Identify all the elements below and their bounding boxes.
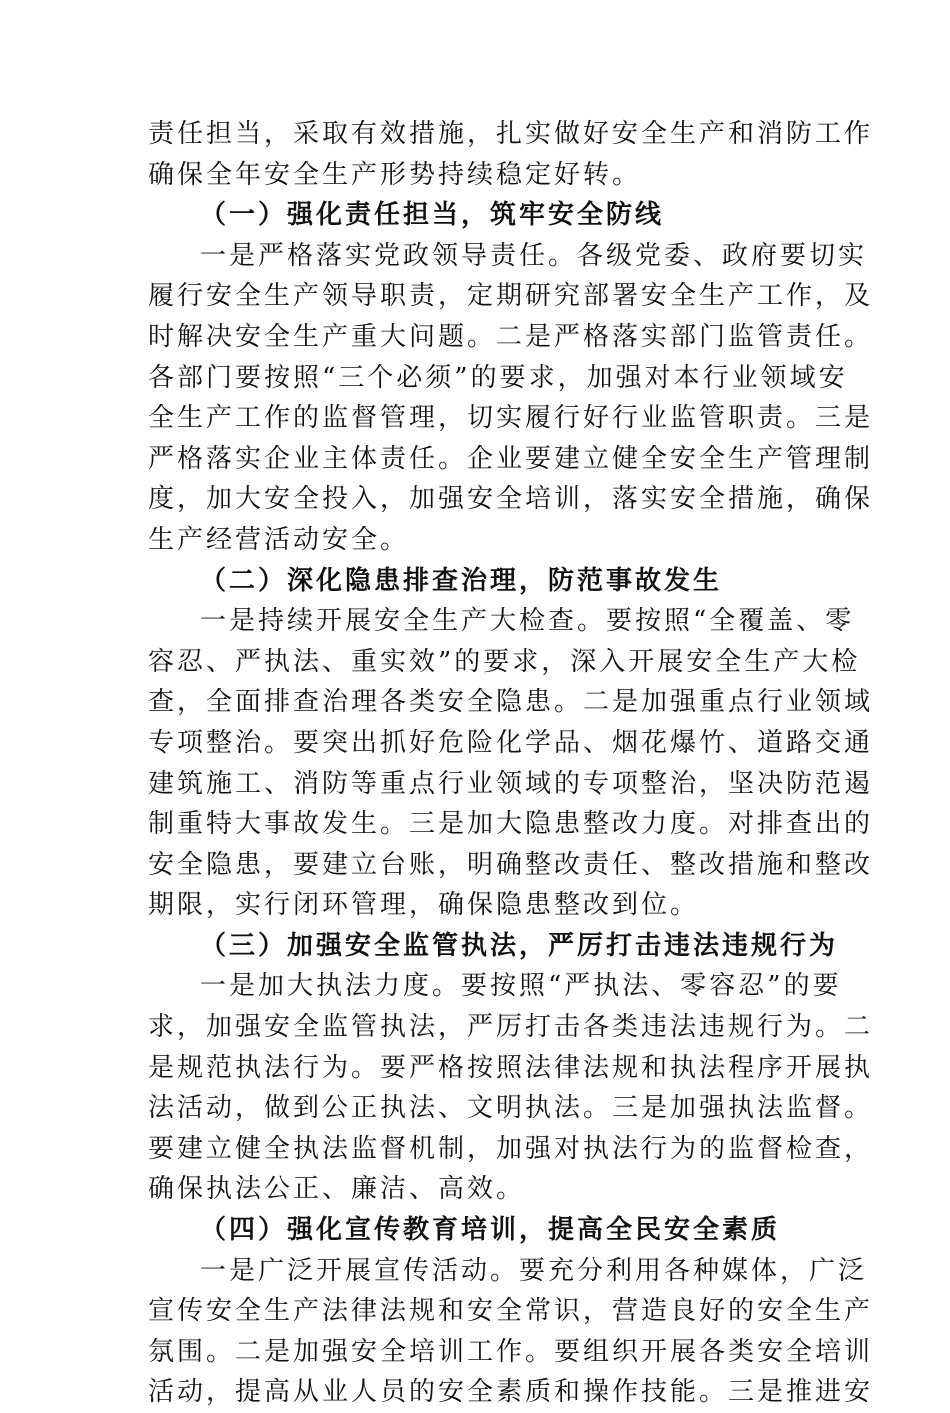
paragraph-line: 履行安全生产领导职责，定期研究部署安全生产工作，及: [148, 281, 874, 312]
paragraph-line: 求，加强安全监管执法，严厉打击各类违法违规行为。二: [148, 1012, 874, 1043]
paragraph-line: 一是加大执法力度。要按照“严执法、零容忍”的要: [200, 971, 842, 1002]
paragraph-line: 制重特大事故发生。三是加大隐患整改力度。对排查出的: [148, 809, 874, 840]
paragraph-line: 宣传安全生产法律法规和安全常识，营造良好的安全生产: [148, 1296, 874, 1327]
paragraph-line: 确保执法公正、廉洁、高效。: [148, 1174, 526, 1205]
paragraph-line: 各部门要按照“三个必须”的要求，加强对本行业领域安: [148, 362, 848, 393]
paragraph-line: 是规范执法行为。要严格按照法律法规和执法程序开展执: [148, 1052, 874, 1083]
paragraph-line: 度，加大安全投入，加强安全培训，落实安全措施，确保: [148, 484, 874, 515]
paragraph-line: 要建立健全执法监督机制，加强对执法行为的监督检查，: [148, 1133, 874, 1164]
paragraph-line: 活动，提高从业人员的安全素质和操作技能。三是推进安: [148, 1377, 874, 1408]
paragraph-line: 容忍、严执法、重实效”的要求，深入开展安全生产大检: [148, 646, 861, 677]
section-heading: （一）强化责任担当，筑牢安全防线: [200, 200, 665, 231]
paragraph-line: 氛围。二是加强安全培训工作。要组织开展各类安全培训: [148, 1336, 874, 1367]
section-heading: （二）深化隐患排查治理，防范事故发生: [200, 565, 723, 596]
paragraph-line: 一是广泛开展宣传活动。要充分利用各种媒体，广泛: [200, 1255, 868, 1286]
paragraph-line: 专项整治。要突出抓好危险化学品、烟花爆竹、道路交通: [148, 727, 874, 758]
section-heading: （三）加强安全监管执法，严厉打击违法违规行为: [200, 930, 839, 961]
paragraph-line: 一是持续开展安全生产大检查。要按照“全覆盖、零: [200, 606, 855, 637]
paragraph-line: 严格落实企业主体责任。企业要建立健全安全生产管理制: [148, 443, 874, 474]
paragraph-line: 时解决安全生产重大问题。二是严格落实部门监管责任。: [148, 321, 874, 352]
paragraph-line: 责任担当，采取有效措施，扎实做好安全生产和消防工作: [148, 119, 874, 149]
paragraph-line: 法活动，做到公正执法、文明执法。三是加强执法监督。: [148, 1093, 874, 1124]
paragraph-line: 全生产工作的监督管理，切实履行好行业监管职责。三是: [148, 403, 874, 434]
paragraph-line: 安全隐患，要建立台账，明确整改责任、整改措施和整改: [148, 849, 874, 880]
paragraph-line: 一是严格落实党政领导责任。各级党委、政府要切实: [200, 240, 868, 271]
paragraph-line: 查，全面排查治理各类安全隐患。二是加强重点行业领域: [148, 687, 874, 718]
paragraph-line: 期限，实行闭环管理，确保隐患整改到位。: [148, 890, 700, 921]
paragraph-line: 建筑施工、消防等重点行业领域的专项整治，坚决防范遏: [148, 768, 874, 799]
paragraph-line: 确保全年安全生产形势持续稳定好转。: [148, 159, 642, 190]
section-heading: （四）强化宣传教育培训，提高全民安全素质: [200, 1215, 781, 1246]
document-body: [148, 114, 874, 1413]
paragraph-line: 生产经营活动安全。: [148, 524, 410, 555]
